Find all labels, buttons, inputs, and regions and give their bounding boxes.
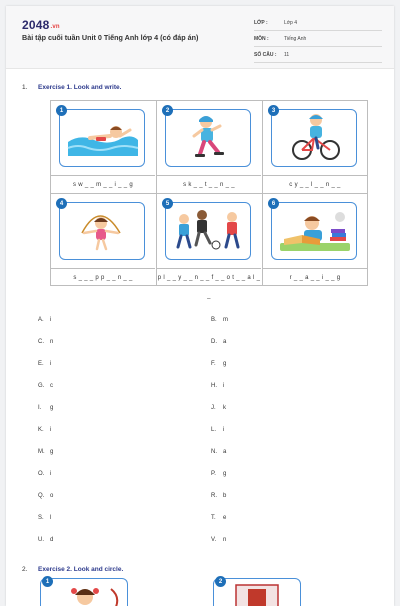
exercise-item [51, 194, 157, 286]
option-E[interactable]: E. i [38, 361, 52, 367]
item-number-badge: 6 [268, 198, 279, 209]
picture-frame [59, 109, 145, 167]
option-F[interactable]: F. g [211, 361, 227, 367]
document-title: Bài tập cuối tuần Unit 0 Tiếng Anh lớp 4 (có đáp án) [22, 33, 199, 42]
option-U[interactable]: U. d [38, 537, 54, 543]
item-number-badge: 3 [268, 105, 279, 116]
option-M[interactable]: M. g [38, 449, 54, 455]
picture-frame [271, 202, 357, 260]
option-V[interactable]: V. n [211, 537, 227, 543]
item-number-badge: 2 [215, 576, 226, 587]
picture-frame [271, 109, 357, 167]
option-G[interactable]: G. c [38, 383, 53, 389]
word-blank[interactable]: c y _ _ l _ _ n _ _ [289, 182, 341, 188]
meta-class: LỚP : Lớp 4 [254, 16, 382, 31]
item-number-badge: 1 [56, 105, 67, 116]
question-number: 1. [22, 84, 28, 91]
picture-frame [59, 202, 145, 260]
option-P[interactable]: P. g [211, 471, 227, 477]
option-T[interactable]: T. e [211, 515, 227, 521]
door-icon [214, 579, 300, 606]
reading-boy-icon [272, 203, 356, 259]
option-K[interactable]: K. i [38, 427, 52, 433]
football-kids-icon [166, 203, 250, 259]
exercise-item [51, 101, 157, 194]
picture-frame [40, 578, 128, 606]
word-blank[interactable]: p l _ _ y _ _ n _ _ f _ _ o t _ _ a l _ _ [157, 275, 261, 299]
option-Q[interactable]: Q. o [38, 493, 54, 499]
picture-frame [165, 202, 251, 260]
word-blank[interactable]: s k _ _ t _ _ n _ _ [183, 182, 235, 188]
option-R[interactable]: R. b [211, 493, 227, 499]
option-N[interactable]: N. a [211, 449, 227, 455]
option-B[interactable]: B. m [211, 317, 228, 323]
picture-frame [213, 578, 301, 606]
item-number-badge: 2 [162, 105, 173, 116]
question-number: 2. [22, 566, 28, 573]
option-D[interactable]: D. a [211, 339, 227, 345]
site-logo[interactable]: 2048.vn [22, 18, 60, 32]
picture-frame [165, 109, 251, 167]
skating-girl-icon [166, 110, 250, 166]
meta-subject: MÔN : Tiếng Anh [254, 32, 382, 47]
swimming-boy-icon [60, 110, 144, 166]
skipping-girl-icon [60, 203, 144, 259]
word-blank[interactable]: s w _ _ m _ _ i _ _ g [73, 182, 133, 188]
option-A[interactable]: A. i [38, 317, 52, 323]
option-I[interactable]: I. g [38, 405, 54, 411]
option-S[interactable]: S. l [38, 515, 52, 521]
item-number-badge: 5 [162, 198, 173, 209]
item-number-badge: 1 [42, 576, 53, 587]
exercise-2-title: Exercise 2. Look and circle. [38, 566, 124, 573]
header [6, 6, 394, 69]
exercise-item [263, 101, 367, 194]
option-C[interactable]: C. n [38, 339, 54, 345]
meta-question-count: SỐ CÂU : 11 [254, 48, 382, 63]
exercise-item [157, 194, 263, 299]
word-blank[interactable]: s _ _ _ p p _ _ n _ _ [73, 275, 133, 281]
option-O[interactable]: O. i [38, 471, 52, 477]
exercise-item [263, 194, 367, 286]
option-J[interactable]: J. k [211, 405, 226, 411]
word-blank[interactable]: r _ _ a _ _ i _ _ g [289, 275, 341, 281]
exercise-item [157, 101, 263, 194]
girl-icon [41, 579, 127, 606]
exercise-1-grid [50, 100, 368, 299]
item-number-badge: 4 [56, 198, 67, 209]
option-H[interactable]: H. i [211, 383, 225, 389]
exercise-1-title: Exercise 1. Look and write. [38, 84, 122, 91]
option-L[interactable]: L. i [211, 427, 225, 433]
worksheet-page [6, 6, 394, 606]
cycling-boy-icon [272, 110, 356, 166]
